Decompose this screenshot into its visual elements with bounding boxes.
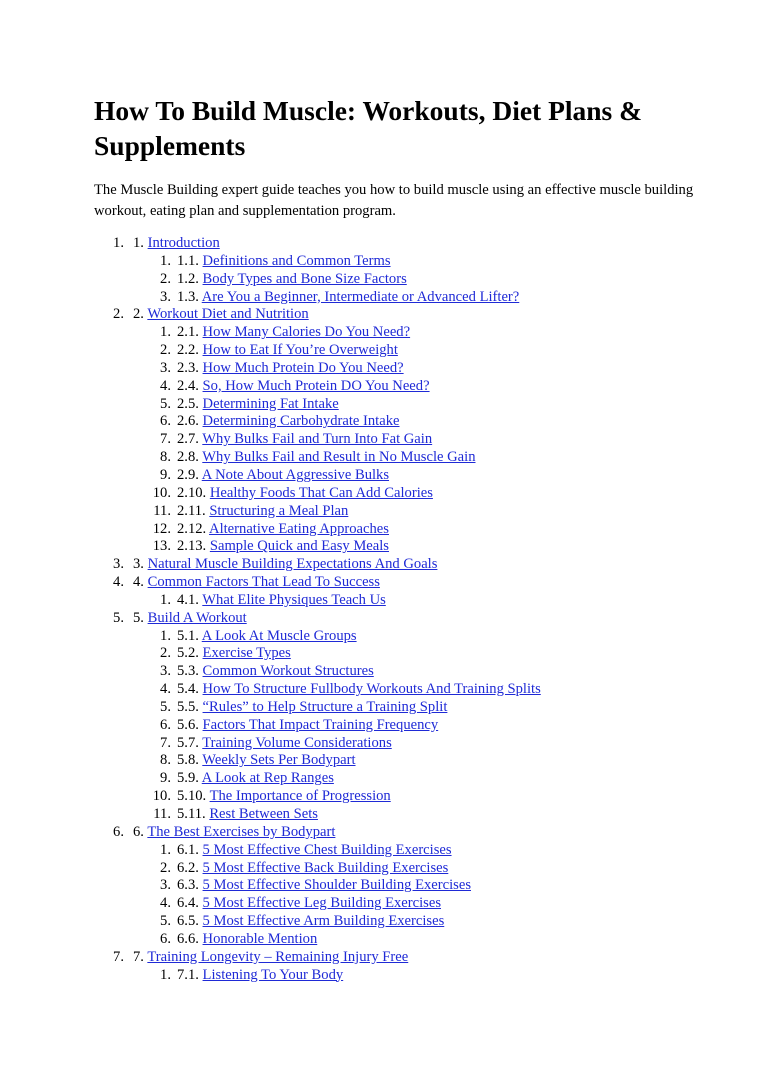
intro-paragraph: The Muscle Building expert guide teaches you how to build muscle using an effective muscle building workout, eating plan and supplementation program. [94, 182, 694, 219]
toc-entry-text [177, 360, 404, 378]
toc-subsection [0, 378, 768, 396]
list-number: 6. [160, 716, 171, 733]
toc-subsection [0, 413, 768, 431]
toc-subsection-link[interactable]: A Look At Muscle Groups [201, 627, 357, 644]
section-number: 2.6. [177, 413, 199, 430]
section-number: 5.6. [177, 716, 199, 733]
list-number: 1. [160, 252, 171, 269]
list-number: 6. [113, 823, 124, 840]
toc-subsection [0, 521, 768, 539]
toc-section-link[interactable]: Workout Diet and Nutrition [147, 306, 309, 323]
toc-subsection-link[interactable]: Healthy Foods That Can Add Calories [209, 484, 433, 501]
toc-subsection [0, 503, 768, 521]
document-title: How To Build Muscle: Workouts, Diet Plans & Supplements [94, 95, 643, 161]
toc-subsection [0, 717, 768, 735]
section-number: 6. [133, 823, 144, 840]
list-number: 3. [113, 556, 124, 573]
section-number: 2.3. [177, 359, 199, 376]
section-number: 6.6. [177, 930, 199, 947]
toc-section [0, 949, 768, 967]
toc-subsection [0, 360, 768, 378]
list-number: 8. [160, 449, 171, 466]
section-number: 6.4. [177, 895, 199, 912]
toc-entry-text [177, 521, 389, 539]
toc-subsection-link[interactable]: 5 Most Effective Leg Building Exercises [202, 895, 441, 912]
toc-subsection [0, 324, 768, 342]
toc-entry-text [177, 628, 357, 646]
toc-entry-text [133, 574, 380, 592]
toc-entry-text [133, 824, 335, 842]
list-number: 3. [160, 877, 171, 894]
section-number: 5. [133, 609, 144, 626]
section-number: 7.1. [177, 966, 199, 983]
section-number: 2.4. [177, 377, 199, 394]
toc-subsection-link[interactable]: Definitions and Common Terms [202, 252, 391, 269]
toc-subsection-link[interactable]: So, How Much Protein DO You Need? [202, 377, 430, 394]
toc-subsection-link[interactable]: Listening To Your Body [202, 966, 344, 983]
toc-subsection [0, 842, 768, 860]
list-number: 12. [152, 520, 171, 537]
section-number: 2. [133, 306, 144, 323]
section-number: 5.8. [177, 752, 199, 769]
toc-subsection-link[interactable]: Determining Fat Intake [202, 395, 339, 412]
section-number: 2.13. [177, 538, 207, 555]
list-number: 4. [160, 377, 171, 394]
toc-subsection [0, 788, 768, 806]
toc-entry-text [177, 770, 334, 788]
toc-subsection [0, 931, 768, 949]
toc-subsection-link[interactable]: How to Eat If You’re Overweight [202, 342, 398, 359]
toc-section [0, 306, 768, 324]
toc-subsection [0, 752, 768, 770]
toc-subsection [0, 592, 768, 610]
toc-subsection [0, 663, 768, 681]
list-number: 9. [160, 466, 171, 483]
toc-subsection-link[interactable]: Exercise Types [202, 645, 291, 662]
section-number: 4.1. [177, 591, 199, 608]
toc-subsection-link[interactable]: 5 Most Effective Shoulder Building Exercises [202, 877, 471, 894]
toc-subsection-link[interactable]: A Note About Aggressive Bulks [201, 466, 390, 483]
toc-entry-text [177, 913, 444, 931]
toc-entry-text [177, 342, 398, 360]
toc-subsection [0, 770, 768, 788]
list-number: 9. [160, 770, 171, 787]
list-number: 4. [160, 681, 171, 698]
section-number: 2.7. [177, 431, 199, 448]
list-number: 13. [152, 538, 171, 555]
list-number: 10. [152, 484, 171, 501]
list-number: 4. [160, 895, 171, 912]
list-number: 3. [160, 663, 171, 680]
toc-subsection-link[interactable]: How To Structure Fullbody Workouts And Training Splits [202, 681, 541, 698]
toc-subsection-link[interactable]: Why Bulks Fail and Result in No Muscle Gain [202, 449, 476, 466]
section-number: 1.2. [177, 270, 199, 287]
section-number: 6.5. [177, 913, 199, 930]
toc-entry-text [177, 895, 441, 913]
list-number: 5. [160, 698, 171, 715]
toc-entry-text [133, 306, 309, 324]
section-number: 2.10. [177, 484, 207, 501]
section-number: 5.1. [177, 627, 199, 644]
list-number: 2. [160, 859, 171, 876]
section-number: 6.1. [177, 841, 199, 858]
toc-entry-text [177, 788, 391, 806]
toc-subsection-link[interactable]: 5 Most Effective Chest Building Exercises [202, 841, 452, 858]
toc-subsection-link[interactable]: 5 Most Effective Arm Building Exercises [202, 913, 445, 930]
toc-section [0, 610, 768, 628]
list-number: 1. [160, 966, 171, 983]
toc-section [0, 574, 768, 592]
toc-entry-text [177, 663, 374, 681]
toc-entry-text [177, 431, 432, 449]
toc-entry-text [177, 931, 317, 949]
toc-subsection-link[interactable]: Alternative Eating Approaches [209, 520, 389, 537]
toc-subsection [0, 735, 768, 753]
list-number: 1. [160, 841, 171, 858]
toc-subsection-link[interactable]: Determining Carbohydrate Intake [202, 413, 400, 430]
list-number: 10. [152, 788, 171, 805]
section-number: 5.2. [177, 645, 199, 662]
toc-subsection-link[interactable]: How Many Calories Do You Need? [202, 324, 411, 341]
toc-entry-text [177, 449, 476, 467]
toc-subsection-link[interactable]: Are You a Beginner, Intermediate or Advanced Lifter? [201, 288, 520, 305]
toc-entry-text [177, 877, 471, 895]
list-number: 1. [160, 591, 171, 608]
list-number: 7. [160, 431, 171, 448]
toc-subsection [0, 860, 768, 878]
list-number: 2. [160, 342, 171, 359]
toc-subsection-link[interactable]: Common Workout Structures [202, 663, 374, 680]
toc-subsection [0, 289, 768, 307]
toc-entry-text [177, 485, 433, 503]
toc-subsection [0, 449, 768, 467]
toc-subsection-link[interactable]: Sample Quick and Easy Meals [209, 538, 389, 555]
toc-entry-text [177, 413, 400, 431]
section-number: 3. [133, 556, 144, 573]
list-number: 11. [153, 806, 171, 822]
toc-subsection-link[interactable]: How Much Protein Do You Need? [202, 359, 404, 376]
section-number: 6.3. [177, 877, 199, 894]
toc-entry-text [177, 752, 356, 770]
toc-entry-text [177, 842, 452, 860]
list-number: 3. [160, 288, 171, 305]
list-number: 5. [160, 395, 171, 412]
toc-entry-text [177, 967, 343, 985]
list-number: 2. [160, 645, 171, 662]
list-number: 7. [113, 948, 124, 965]
toc-subsection [0, 806, 768, 824]
toc-section-link[interactable]: Common Factors That Lead To Success [147, 574, 380, 591]
toc-entry-text [177, 735, 392, 753]
list-number: 1. [113, 235, 124, 251]
section-number: 2.1. [177, 324, 199, 341]
section-number: 1. [133, 235, 144, 251]
toc-section [0, 235, 768, 253]
toc-section [0, 824, 768, 842]
list-number: 1. [160, 627, 171, 644]
list-number: 2. [113, 306, 124, 323]
list-number: 11. [153, 502, 171, 519]
list-number: 8. [160, 752, 171, 769]
toc-entry-text [177, 324, 410, 342]
section-number: 5.9. [177, 770, 199, 787]
toc-subsection-link[interactable]: Why Bulks Fail and Turn Into Fat Gain [202, 431, 433, 448]
toc-entry-text [177, 860, 448, 878]
list-number: 5. [113, 609, 124, 626]
section-number: 2.2. [177, 342, 199, 359]
toc-entry-text [133, 556, 437, 574]
toc-subsection [0, 913, 768, 931]
section-number: 1.1. [177, 252, 199, 269]
section-number: 5.4. [177, 681, 199, 698]
list-number: 3. [160, 359, 171, 376]
toc-entry-text [133, 949, 408, 967]
toc-subsection [0, 253, 768, 271]
toc-subsection-link[interactable]: Structuring a Meal Plan [209, 502, 349, 519]
toc-entry-text [177, 467, 389, 485]
list-number: 6. [160, 930, 171, 947]
section-number: 2.12. [177, 520, 207, 537]
toc-section-link[interactable]: The Best Exercises by Bodypart [147, 823, 336, 840]
toc-entry-text [177, 645, 291, 663]
toc-subsection [0, 699, 768, 717]
toc-subsection-link[interactable]: The Importance of Progression [209, 788, 391, 805]
section-number: 5.10. [177, 788, 207, 805]
section-number: 2.5. [177, 395, 199, 412]
toc-subsection [0, 396, 768, 414]
toc-subsection [0, 467, 768, 485]
toc-subsection [0, 628, 768, 646]
toc-section-link[interactable]: Training Longevity – Remaining Injury Free [147, 948, 409, 965]
toc-entry-text [177, 271, 407, 289]
list-number: 6. [160, 413, 171, 430]
toc-entry-text [177, 396, 339, 414]
toc-entry-text [177, 806, 318, 824]
section-number: 1.3. [177, 288, 199, 305]
toc-entry-text [177, 699, 447, 717]
list-number: 4. [113, 574, 124, 591]
toc-section [0, 556, 768, 574]
table-of-contents [0, 235, 768, 984]
toc-subsection [0, 271, 768, 289]
toc-subsection-link[interactable]: 5 Most Effective Back Building Exercises [202, 859, 449, 876]
toc-subsection [0, 538, 768, 556]
toc-subsection [0, 431, 768, 449]
toc-entry-text [177, 253, 391, 271]
toc-subsection-link[interactable]: Honorable Mention [202, 930, 318, 947]
section-number: 5.5. [177, 698, 199, 715]
toc-entry-text [177, 378, 430, 396]
section-number: 6.2. [177, 859, 199, 876]
toc-subsection [0, 681, 768, 699]
list-number: 7. [160, 734, 171, 751]
section-number: 2.9. [177, 466, 199, 483]
section-number: 7. [133, 948, 144, 965]
toc-section-link[interactable]: Build A Workout [147, 609, 247, 626]
toc-entry-text [177, 717, 438, 735]
section-number: 2.8. [177, 449, 199, 466]
list-number: 2. [160, 270, 171, 287]
list-number: 1. [160, 324, 171, 341]
toc-entry-text [177, 503, 348, 521]
toc-section-link[interactable]: Natural Muscle Building Expectations And Goals [147, 556, 438, 573]
section-number: 5.3. [177, 663, 199, 680]
toc-entry-text [177, 538, 389, 556]
list-number: 5. [160, 913, 171, 930]
toc-subsection-link[interactable]: What Elite Physiques Teach Us [202, 591, 386, 608]
section-number: 5.11. [177, 806, 206, 822]
toc-subsection-link[interactable]: Rest Between Sets [209, 806, 318, 822]
toc-entry-text [177, 592, 386, 610]
toc-subsection [0, 645, 768, 663]
section-number: 5.7. [177, 734, 199, 751]
toc-entry-text [177, 289, 519, 307]
section-number: 2.11. [177, 502, 206, 519]
toc-subsection [0, 895, 768, 913]
section-number: 4. [133, 574, 144, 591]
toc-subsection-link[interactable]: Body Types and Bone Size Factors [202, 270, 407, 287]
toc-entry-text [133, 235, 220, 253]
toc-subsection-link[interactable]: Factors That Impact Training Frequency [202, 716, 439, 733]
toc-entry-text [177, 681, 541, 699]
toc-subsection-link[interactable]: A Look at Rep Ranges [201, 770, 334, 787]
toc-subsection [0, 877, 768, 895]
toc-subsection [0, 342, 768, 360]
toc-subsection-link[interactable]: “Rules” to Help Structure a Training Split [202, 698, 448, 715]
toc-section-link[interactable]: Introduction [147, 235, 220, 251]
toc-subsection [0, 485, 768, 503]
toc-subsection-link[interactable]: Weekly Sets Per Bodypart [202, 752, 356, 769]
toc-subsection-link[interactable]: Training Volume Considerations [202, 734, 392, 751]
toc-entry-text [133, 610, 247, 628]
toc-subsection [0, 967, 768, 985]
